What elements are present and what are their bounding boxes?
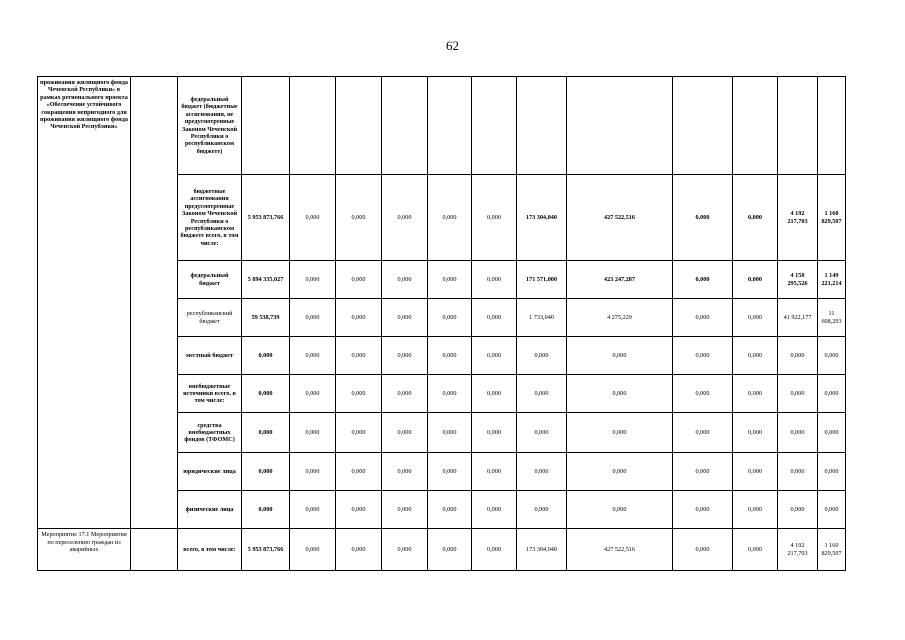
value-cell: 0,000: [472, 299, 517, 337]
value-cell: 0,000: [673, 529, 733, 571]
value-cell: 0,000: [472, 529, 517, 571]
value-cell: 0,000: [290, 261, 336, 299]
value-cell: 0,000: [242, 413, 290, 453]
value-cell: 0,000: [472, 337, 517, 375]
value-cell: 0,000: [336, 453, 382, 491]
source-cell: всего, в том числе:: [178, 529, 242, 571]
value-cell: 0,000: [290, 175, 336, 261]
value-cell: 423 247,287: [567, 261, 673, 299]
value-cell: [472, 77, 517, 175]
value-cell: 0,000: [778, 491, 818, 529]
value-cell: 0,000: [733, 453, 778, 491]
value-cell: 0,000: [567, 375, 673, 413]
value-cell: 0,000: [472, 175, 517, 261]
value-cell: 1 733,040: [517, 299, 567, 337]
value-cell: 427 522,516: [567, 529, 673, 571]
value-cell: 0,000: [336, 413, 382, 453]
value-cell: 0,000: [818, 413, 846, 453]
value-cell: [336, 77, 382, 175]
value-cell: 0,000: [733, 529, 778, 571]
value-cell: 0,000: [382, 337, 428, 375]
value-cell: [242, 77, 290, 175]
value-cell: [567, 77, 673, 175]
value-cell: 171 571,000: [517, 261, 567, 299]
value-cell: 0,000: [382, 261, 428, 299]
value-cell: 0,000: [778, 453, 818, 491]
value-cell: 0,000: [336, 337, 382, 375]
budget-table: [37, 76, 846, 571]
value-cell: 0,000: [673, 175, 733, 261]
value-cell: 0,000: [818, 337, 846, 375]
value-cell: [290, 77, 336, 175]
measure-name-cell: Мероприятие 17.1 Мероприятия по переселению граждан из аварийных: [38, 529, 131, 571]
value-cell: 4 275,229: [567, 299, 673, 337]
value-cell: 41 922,177: [778, 299, 818, 337]
value-cell: 0,000: [382, 299, 428, 337]
value-cell: 0,000: [673, 299, 733, 337]
source-cell: физические лица: [178, 491, 242, 529]
value-cell: 1 160 829,507: [818, 175, 846, 261]
value-cell: 0,000: [778, 413, 818, 453]
value-cell: 0,000: [472, 491, 517, 529]
value-cell: 0,000: [818, 375, 846, 413]
source-cell: бюджетные ассигнования предусмотренные Законом Чеченской Республики о республиканском бюджете всего, в том числе:: [178, 175, 242, 261]
value-cell: 0,000: [242, 453, 290, 491]
source-cell: федеральный бюджет (бюджетные ассигнования, не предусмотренные Законом Чеченской Республики о республиканском бюджете): [178, 77, 242, 175]
value-cell: 0,000: [517, 491, 567, 529]
value-cell: 4 192 217,703: [778, 175, 818, 261]
value-cell: [778, 77, 818, 175]
value-cell: 11 608,293: [818, 299, 846, 337]
value-cell: 0,000: [472, 413, 517, 453]
value-cell: 0,000: [382, 413, 428, 453]
value-cell: 0,000: [428, 175, 472, 261]
value-cell: 0,000: [336, 175, 382, 261]
value-cell: 0,000: [290, 529, 336, 571]
value-cell: 59 538,739: [242, 299, 290, 337]
blank-cell: [131, 77, 178, 529]
value-cell: 5 953 873,766: [242, 175, 290, 261]
value-cell: 5 953 873,766: [242, 529, 290, 571]
value-cell: 0,000: [567, 453, 673, 491]
value-cell: 0,000: [382, 375, 428, 413]
value-cell: 0,000: [382, 175, 428, 261]
value-cell: 0,000: [242, 375, 290, 413]
value-cell: 0,000: [778, 375, 818, 413]
source-cell: юридические лица: [178, 453, 242, 491]
value-cell: 0,000: [818, 453, 846, 491]
value-cell: 1 160 829,507: [818, 529, 846, 571]
value-cell: 0,000: [673, 337, 733, 375]
value-cell: [673, 77, 733, 175]
value-cell: 0,000: [818, 491, 846, 529]
value-cell: 0,000: [517, 375, 567, 413]
value-cell: 0,000: [242, 491, 290, 529]
group-name-cell: проживания жилищного фонда Чеченской Республики» в рамках регионального проекта «Обеспечение устойчивого сокращения непригодного для проживания жилищного фонда Чеченской Республики»: [38, 77, 131, 529]
value-cell: 0,000: [517, 413, 567, 453]
value-cell: 0,000: [733, 413, 778, 453]
value-cell: 0,000: [428, 453, 472, 491]
value-cell: 0,000: [733, 337, 778, 375]
value-cell: 0,000: [567, 413, 673, 453]
value-cell: 0,000: [472, 375, 517, 413]
value-cell: 0,000: [517, 337, 567, 375]
value-cell: 0,000: [336, 299, 382, 337]
value-cell: 0,000: [290, 337, 336, 375]
value-cell: 0,000: [336, 375, 382, 413]
value-cell: 5 894 335,027: [242, 261, 290, 299]
value-cell: 173 304,040: [517, 175, 567, 261]
value-cell: 0,000: [567, 491, 673, 529]
value-cell: 0,000: [428, 413, 472, 453]
table-row: [38, 529, 846, 571]
value-cell: 0,000: [428, 491, 472, 529]
value-cell: 0,000: [673, 375, 733, 413]
value-cell: 0,000: [428, 299, 472, 337]
value-cell: [428, 77, 472, 175]
value-cell: 0,000: [733, 299, 778, 337]
value-cell: 0,000: [733, 375, 778, 413]
source-cell: средства внебюджетных фондов (ТФОМС): [178, 413, 242, 453]
value-cell: 0,000: [472, 261, 517, 299]
value-cell: [517, 77, 567, 175]
value-cell: 0,000: [290, 413, 336, 453]
value-cell: 0,000: [673, 261, 733, 299]
table-row: [38, 77, 846, 175]
value-cell: 0,000: [673, 413, 733, 453]
value-cell: 4 192 217,703: [778, 529, 818, 571]
value-cell: [818, 77, 846, 175]
source-cell: республиканский бюджет: [178, 299, 242, 337]
page-number: 62: [446, 38, 459, 53]
value-cell: 0,000: [673, 453, 733, 491]
value-cell: 0,000: [336, 529, 382, 571]
value-cell: 0,000: [382, 453, 428, 491]
value-cell: [382, 77, 428, 175]
value-cell: 0,000: [778, 337, 818, 375]
value-cell: 1 149 221,214: [818, 261, 846, 299]
value-cell: 0,000: [242, 337, 290, 375]
value-cell: 0,000: [567, 337, 673, 375]
value-cell: [733, 77, 778, 175]
value-cell: 0,000: [733, 175, 778, 261]
value-cell: 0,000: [336, 261, 382, 299]
value-cell: 0,000: [733, 261, 778, 299]
value-cell: 0,000: [428, 529, 472, 571]
value-cell: 0,000: [336, 491, 382, 529]
value-cell: 0,000: [382, 491, 428, 529]
value-cell: 0,000: [428, 337, 472, 375]
value-cell: 0,000: [290, 299, 336, 337]
value-cell: 0,000: [428, 375, 472, 413]
source-cell: федеральный бюджет: [178, 261, 242, 299]
source-cell: внебюджетные источники всего, в том числе:: [178, 375, 242, 413]
blank-cell: [131, 529, 178, 571]
value-cell: 0,000: [733, 491, 778, 529]
source-cell: местный бюджет: [178, 337, 242, 375]
value-cell: 0,000: [382, 529, 428, 571]
value-cell: 0,000: [290, 491, 336, 529]
value-cell: 0,000: [472, 453, 517, 491]
value-cell: 4 150 295,526: [778, 261, 818, 299]
value-cell: 0,000: [290, 375, 336, 413]
value-cell: 427 522,516: [567, 175, 673, 261]
value-cell: 0,000: [517, 453, 567, 491]
value-cell: 0,000: [428, 261, 472, 299]
value-cell: 173 304,040: [517, 529, 567, 571]
value-cell: 0,000: [290, 453, 336, 491]
value-cell: 0,000: [673, 491, 733, 529]
